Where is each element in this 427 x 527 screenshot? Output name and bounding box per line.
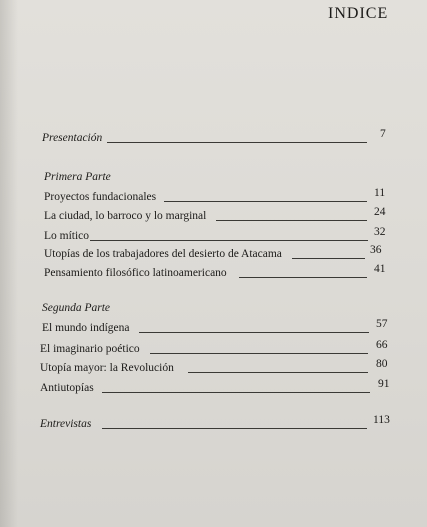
toc-entry[interactable]: [44, 265, 394, 281]
toc-entry-label: El mundo indígena: [42, 322, 130, 334]
toc-page-number: 41: [374, 263, 386, 275]
toc-page-number: 91: [378, 378, 390, 390]
toc-entry[interactable]: [42, 320, 397, 336]
toc-leader-line: [239, 277, 367, 278]
toc-entry-label: Utopías de los trabajadores del desierto de Atacama: [44, 248, 282, 260]
toc-page-number: 80: [376, 358, 388, 370]
toc-leader-line: [102, 428, 367, 429]
toc-leader-line: [150, 353, 368, 354]
toc-page-number: 7: [380, 128, 386, 140]
toc-entry[interactable]: [40, 380, 397, 396]
toc-leader-line: [102, 392, 370, 393]
toc-page-number: 113: [373, 414, 390, 426]
toc-page-number: 32: [374, 226, 386, 238]
toc-page-number: 11: [374, 187, 386, 199]
toc-entry[interactable]: [44, 228, 394, 244]
toc-leader-line: [292, 258, 365, 259]
toc-entry-label: Pensamiento filosófico latinoamericano: [44, 267, 227, 279]
toc-entry[interactable]: [40, 360, 397, 376]
toc-entry-label: El imaginario poético: [40, 343, 140, 355]
toc-entry[interactable]: [40, 341, 397, 357]
toc-entry-label: Proyectos fundacionales: [44, 191, 157, 203]
toc-entry[interactable]: [44, 189, 394, 205]
toc-leader-line: [188, 372, 368, 373]
page-title: INDICE: [328, 5, 389, 22]
toc-leader-line: [164, 201, 367, 202]
toc-page-number: 66: [376, 339, 388, 351]
toc-entry-label: Lo mítico: [44, 230, 90, 242]
toc-leader-line: [107, 142, 367, 143]
toc-entry-label: Antiutopías: [40, 382, 94, 394]
toc-leader-line: [216, 220, 367, 221]
toc-entry-label: La ciudad, lo barroco y lo marginal: [44, 210, 207, 222]
toc-entry-entrevistas[interactable]: [40, 416, 400, 432]
toc-entry[interactable]: [44, 246, 394, 262]
toc-leader-line: [139, 332, 369, 333]
toc-entry-label: Presentación: [42, 132, 103, 144]
toc-entry-label: Entrevistas: [40, 418, 92, 430]
toc-entry[interactable]: [44, 208, 394, 224]
toc-leader-line: [90, 240, 368, 241]
toc-page-number: 36: [370, 244, 382, 256]
toc-entry-presentacion[interactable]: [42, 130, 390, 146]
page-shadow: [0, 0, 18, 527]
toc-page-number: 57: [376, 318, 388, 330]
toc-page-number: 24: [374, 206, 386, 218]
section-heading-segunda-parte: Segunda Parte: [42, 302, 111, 314]
toc-entry-label: Utopía mayor: la Revolución: [40, 362, 174, 374]
section-heading-primera-parte: Primera Parte: [44, 171, 111, 183]
